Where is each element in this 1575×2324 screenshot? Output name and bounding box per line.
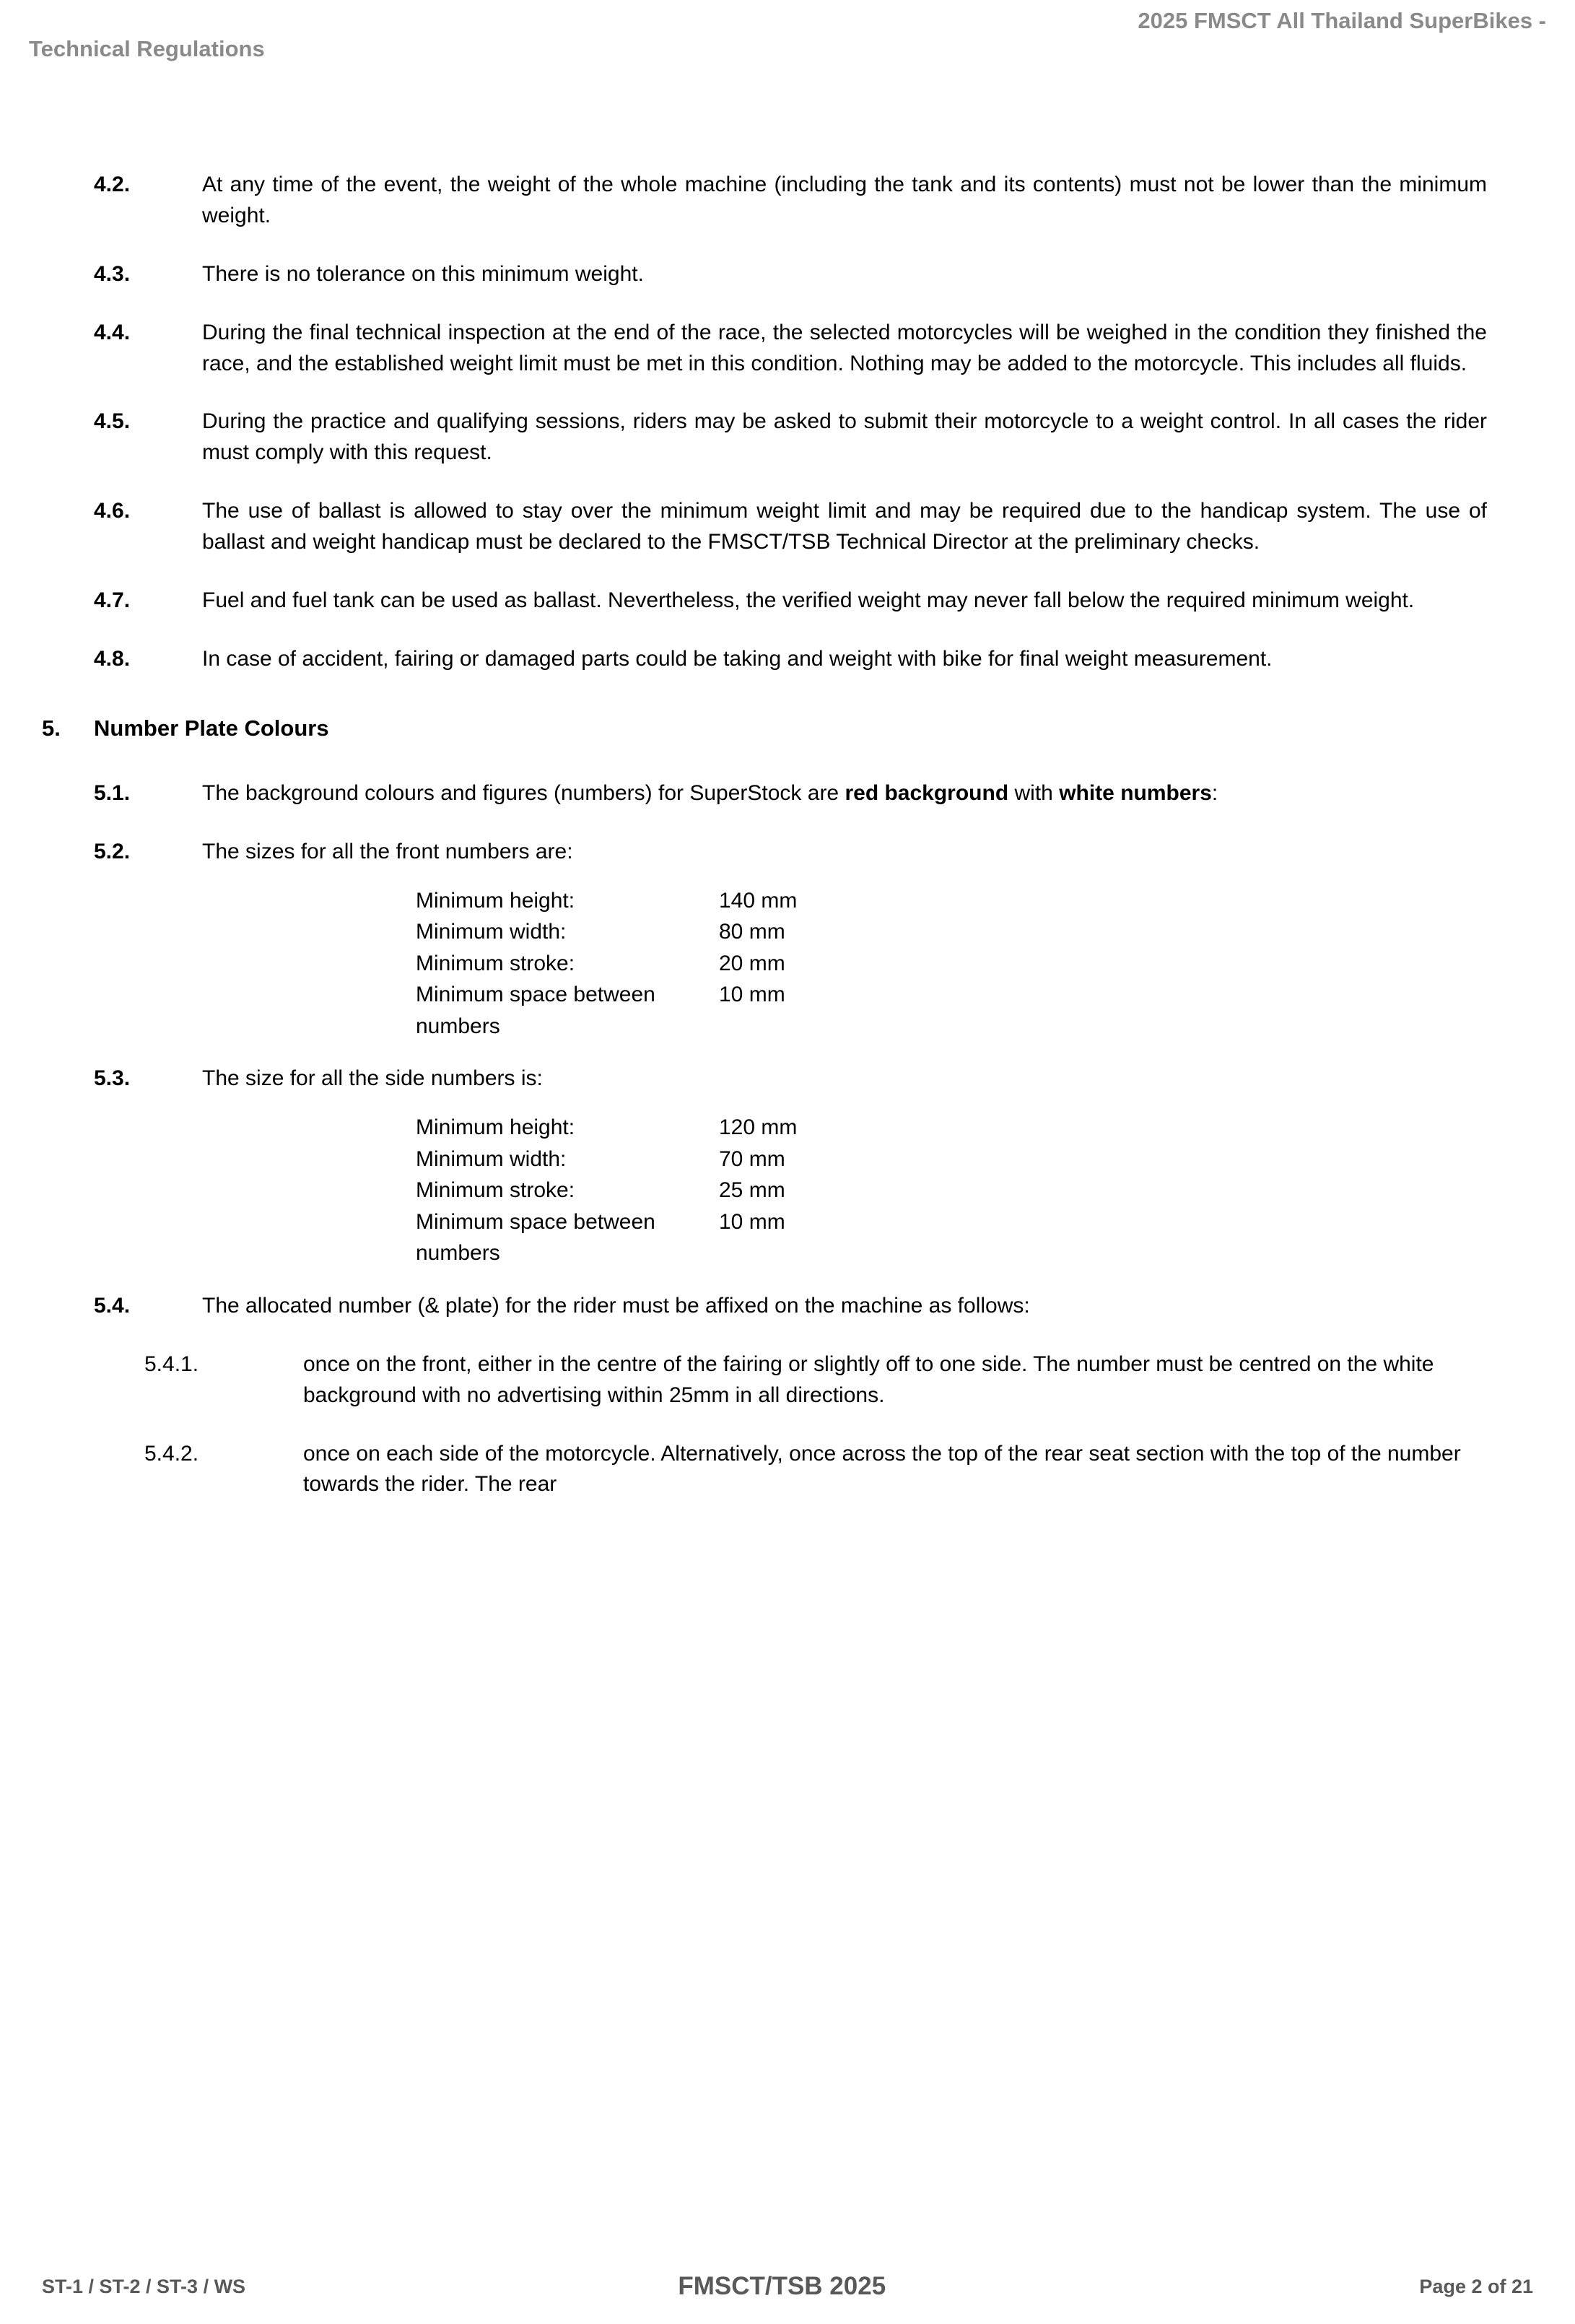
spec-row xyxy=(416,1206,1575,1269)
clause-5-4-1 xyxy=(0,1349,1575,1411)
clause-text: In case of accident, fairing or damaged parts could be taking and weight with bike for final weight measurement. xyxy=(202,646,1273,671)
clause-4-2 xyxy=(0,170,1575,232)
header-title-line-2: Technical Regulations xyxy=(29,35,265,61)
spec-label: Minimum width: xyxy=(416,920,567,944)
spec-label: Minimum height: xyxy=(416,888,575,913)
spec-label: Minimum stroke: xyxy=(416,951,575,975)
clause-4-8 xyxy=(0,644,1575,675)
clause-text xyxy=(202,778,1487,809)
clause-number: 5.1. xyxy=(94,781,131,806)
clause-number: 5.4.1. xyxy=(144,1352,199,1376)
clause-number: 4.5. xyxy=(94,409,131,434)
spec-label: Minimum space between numbers xyxy=(416,1209,655,1266)
spec-value: 20 mm xyxy=(719,951,785,975)
clause-text: During the practice and qualifying sessions, riders may be asked to submit their motorcycle to a weight control. In all cases the rider must comply with this request. xyxy=(202,409,1487,465)
section-heading-5 xyxy=(0,713,1575,744)
clause-number: 4.7. xyxy=(94,588,131,613)
section-title: Number Plate Colours xyxy=(94,715,329,741)
clause-text: Fuel and fuel tank can be used as ballast. Nevertheless, the verified weight may never fall below the required minimum weight. xyxy=(202,588,1415,613)
spec-value: 25 mm xyxy=(719,1178,785,1203)
clause-text: The sizes for all the front numbers are: xyxy=(202,840,573,864)
clause-text: The size for all the side numbers is: xyxy=(202,1066,543,1091)
clause-text: once on the front, either in the centre of the fairing or slightly off to one side. The number must be centred on the white background with no advertising within 25mm in all directions. xyxy=(303,1352,1434,1407)
footer-page-number: Page 2 of 21 xyxy=(1419,2275,1533,2297)
clause-number: 5.4.2. xyxy=(144,1441,199,1466)
spec-row xyxy=(416,916,1575,948)
header-title-line-1: 2025 FMSCT All Thailand SuperBikes - xyxy=(1138,8,1546,33)
spec-value: 10 mm xyxy=(719,983,785,1007)
document-body xyxy=(0,170,1575,1528)
clause-number: 4.8. xyxy=(94,646,131,671)
clause-4-3 xyxy=(0,259,1575,290)
spec-label: Minimum width: xyxy=(416,1146,567,1171)
clause-4-7 xyxy=(0,586,1575,617)
clause-4-6 xyxy=(0,496,1575,558)
clause-text-bold-white-numbers: white numbers xyxy=(1059,781,1212,806)
clause-text: once on each side of the motorcycle. Alternatively, once across the top of the rear seat section with the top of the number towards the rider. The rear xyxy=(303,1441,1461,1497)
clause-text: There is no tolerance on this minimum weight. xyxy=(202,261,644,286)
spec-value: 80 mm xyxy=(719,920,785,944)
clause-number: 5.3. xyxy=(94,1066,131,1091)
spec-value: 140 mm xyxy=(719,888,798,913)
spec-row xyxy=(416,1175,1575,1206)
front-numbers-spec-table xyxy=(0,885,1575,1043)
section-number: 5. xyxy=(42,715,61,741)
clause-number: 4.4. xyxy=(94,320,131,344)
clause-text: The allocated number (& plate) for the rider must be affixed on the machine as follows: xyxy=(202,1293,1030,1318)
document-footer xyxy=(42,2269,1533,2304)
spec-row xyxy=(416,1144,1575,1175)
side-numbers-spec-table xyxy=(0,1112,1575,1269)
clause-5-3 xyxy=(0,1063,1575,1094)
clause-5-4-2 xyxy=(0,1439,1575,1501)
spec-value: 10 mm xyxy=(719,1209,785,1234)
footer-organisation: FMSCT/TSB 2025 xyxy=(678,2272,886,2300)
clause-text-bold-red-background: red background xyxy=(845,781,1009,806)
clause-5-2 xyxy=(0,837,1575,868)
clause-5-1 xyxy=(0,778,1575,809)
clause-number: 5.4. xyxy=(94,1293,131,1318)
clause-number: 4.3. xyxy=(94,261,131,286)
clause-text-part-1: The background colours and figures (numbers) for SuperStock are xyxy=(202,781,845,806)
spec-row xyxy=(416,1112,1575,1144)
clause-4-4 xyxy=(0,318,1575,380)
spec-row xyxy=(416,885,1575,917)
spec-value: 120 mm xyxy=(719,1115,798,1140)
spec-row xyxy=(416,948,1575,980)
clause-5-4 xyxy=(0,1291,1575,1322)
clause-text: The use of ballast is allowed to stay over the minimum weight limit and may be required due to the handicap system. The use of ballast and weight handicap must be declared to the FMSCT/TSB Technical Director at the preliminary checks. xyxy=(202,499,1487,554)
spec-label: Minimum space between numbers xyxy=(416,983,655,1038)
clause-text-part-3: : xyxy=(1211,781,1218,806)
clause-number: 5.2. xyxy=(94,840,131,864)
document-header xyxy=(29,7,1546,64)
spec-label: Minimum height: xyxy=(416,1115,575,1140)
spec-label: Minimum stroke: xyxy=(416,1178,575,1203)
clause-4-5 xyxy=(0,406,1575,469)
clause-number: 4.6. xyxy=(94,499,131,523)
clause-text-part-2: with xyxy=(1008,781,1060,806)
clause-text: During the final technical inspection at the end of the race, the selected motorcycles will be weighed in the condition they finished the race, and the established weight limit must be met in this condition. Nothing may be added to the motorcycle. This includes all fluids. xyxy=(202,320,1487,375)
spec-row xyxy=(416,979,1575,1042)
footer-class-codes: ST-1 / ST-2 / ST-3 / WS xyxy=(42,2275,246,2297)
clause-number: 4.2. xyxy=(94,173,131,196)
clause-text: At any time of the event, the weight of the whole machine (including the tank and its contents) must not be lower than the minimum weight. xyxy=(202,173,1487,227)
spec-value: 70 mm xyxy=(719,1146,785,1171)
